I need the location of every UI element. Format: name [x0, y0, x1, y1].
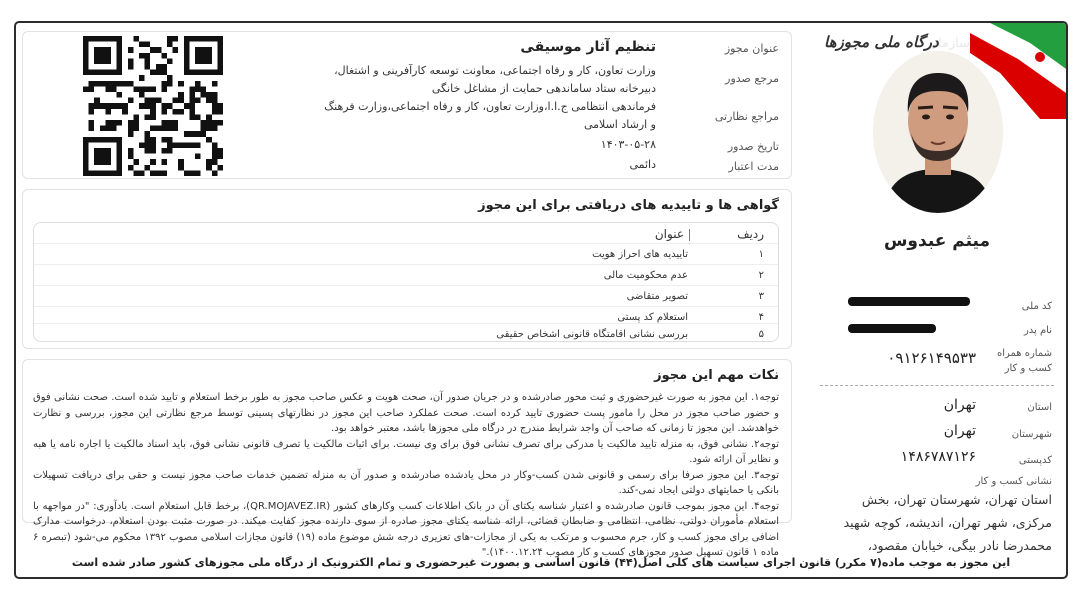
father-name-label: نام پدر	[1023, 325, 1052, 336]
province-value: تهران	[943, 397, 976, 413]
profile-panel	[808, 23, 1066, 553]
city-label: شهرستان	[1011, 429, 1052, 440]
notes-card	[22, 359, 792, 558]
row-title: تصویر متقاضی	[626, 291, 688, 302]
row-number: ۲	[758, 270, 764, 281]
row-title: استعلام کد پستی	[617, 312, 688, 323]
postal-code-label: کدپستی	[1018, 455, 1052, 466]
qr-code-icon	[83, 36, 223, 176]
issuer-value: وزارت تعاون، کار و رفاه اجتماعی، معاونت توسعه کارآفرینی و اشتغال، دبیرخانه ستاد ساماندهی حمایت از مشاغل خانگی	[334, 64, 656, 95]
profile-divider	[820, 385, 1054, 386]
address-value: استان تهران، شهرستان تهران، بخش مرکزی، شهر تهران، اندیشه، کوچه شهید محمدرضا نادر بیگی، خیابان مقصود،	[843, 492, 1052, 553]
notes-body	[33, 390, 779, 561]
address-label: نشانی کسب و کار	[975, 476, 1052, 487]
table-row	[34, 243, 778, 264]
postal-code-value: ۱۴۸۶۷۸۷۱۲۶	[900, 449, 976, 465]
row-title: عدم محکومیت مالی	[603, 270, 688, 281]
national-code-redacted	[848, 297, 970, 306]
site-logo: درگاه ملی مجوزها	[824, 33, 939, 51]
issue-date-label: تاریخ صدور	[727, 140, 779, 153]
row-number: ۴	[758, 312, 764, 323]
province-label: استان	[1027, 402, 1052, 413]
main-panel	[22, 31, 800, 558]
supervisor-label: مراجع نظارتی	[714, 110, 779, 123]
national-code-label: کد ملی	[1021, 301, 1052, 312]
license-title-value: تنظیم آثار موسیقی	[520, 39, 656, 55]
note-item: توجه۳. این مجوز صرفا برای رسمی و قانونی شدن کسب-وکار در محل یادشده صادرشده و صدور آن به منزله تضمین خدمات صاحب مجوز نیست و حقی برای دریافت تسهیلات بانکی یا حمایتهای دولتی ایجاد نمی-کند.	[33, 469, 779, 496]
certificates-table	[33, 222, 779, 342]
certificates-card	[22, 189, 792, 349]
notes-title: نکات مهم این مجوز	[654, 368, 779, 383]
col-index-header: ردیف	[737, 227, 764, 241]
watermark-text: سازمان	[928, 36, 970, 51]
supervisor-value: فرماندهی انتظامی ج.ا.ا،وزارت تعاون، کار و رفاه اجتماعی،وزارت فرهنگ و ارشاد اسلامی	[324, 100, 656, 131]
table-row	[34, 285, 778, 306]
note-item: توجه۲. نشانی فوق، به منزله تایید مالکیت یا مدرکی برای تصرف نشانی فوق برای وی نیست. برای اثبات مالکیت یا تصرف قانونی نشانی فوق، باید اسناد مالکیت یا اجاره نامه یا هبه و نظایر آن ارائه شود.	[33, 438, 779, 465]
mobile-value: ۰۹۱۲۶۱۴۹۵۳۳	[887, 349, 976, 367]
license-certificate	[14, 21, 1068, 579]
father-name-redacted	[848, 324, 936, 333]
row-number: ۵	[758, 329, 764, 340]
person-name: میثم عبدوس	[883, 231, 991, 251]
table-row	[34, 323, 778, 344]
city-value: تهران	[943, 423, 976, 439]
issuer-label: مرجع صدور	[725, 72, 779, 85]
header-divider	[689, 229, 690, 241]
row-title: بررسی نشانی اقامتگاه قانونی اشخاص حقیقی	[496, 329, 688, 340]
validity-label: مدت اعتبار	[728, 160, 779, 173]
row-number: ۳	[758, 291, 764, 302]
col-title-header: عنوان	[654, 227, 684, 241]
legal-footer: این مجوز به موجب ماده(۷ مکرر) قانون اجرای سیاست های کلی اصل(۴۴) قانون اساسی و بصورت غیرحضوری و تمام الکترونیک از درگاه ملی مجوزهای کشور صادر شده است	[71, 556, 1011, 569]
license-title-label: عنوان مجوز	[724, 42, 779, 55]
avatar	[873, 51, 1003, 213]
certificates-title: گواهی ها و تاییدیه های دریافتی برای این مجوز	[478, 198, 779, 213]
issue-date-value: ۱۴۰۳-۰۵-۲۸	[600, 138, 656, 151]
note-item: توجه۱. این مجوز به صورت غیرحضوری و ثبت محور صادرشده و در جریان صدور آن، صحت هویت و عکس صاحب مجوز به طور برخط استعلام و تایید شده است. صحت نشانی فوق و حضور صاحب مجوز در محل را مامور پست حضوری تایید کرده است. صحت عملکرد صاحب این مجوز در نظارتهای پسینی توسط مرجع نظارتی این مجوز، بررسی و نظارت خواهدشد. این مجوز تا زمانی که صاحب آن واجد شرایط مندرج در درگاه ملی مجوزها باشد، معتبر خواهد بود.	[33, 392, 779, 434]
validity-value: دائمی	[629, 158, 656, 171]
row-title: تاییدیه های احراز هویت	[592, 249, 688, 260]
table-row	[34, 264, 778, 285]
note-item: توجه۴. این مجوز بموجب قانون صادرشده و اعتبار شناسه یکتای آن در بانک اطلاعات کسب وکارهای کشور (QR.MOJAVEZ.IR)، برخط قابل استعلام است. یادآوری: "در مواجهه با استعلام مأموران دولتی، نظامی، انتظامی و ضابطان قضائی، ارائه شناسه یکتای مجوز صادره از سوی دارنده مجوز کفایت میکند. در صورت مثبت بودن استعلام، درخواست مدارک اضافی برای مجوز کسب و کار، جرم محسوب و مرتکب به یکی از مجازات-های تعزیری درجه شش موضوع ماده (۱۹) قانون مجازات اسلامی مصوب ۱۳۹۲ محکوم می-شود (تبصره ۶ ماده ۱ قانون تسهیل صدور مجوزهای کسب و کار مصوب ۱۴۰۰.۱۲.۲۴)."	[33, 500, 780, 558]
row-number: ۱	[758, 249, 764, 260]
license-info-card	[22, 31, 792, 179]
mobile-label: شماره همراه کسب و کار	[996, 348, 1052, 374]
